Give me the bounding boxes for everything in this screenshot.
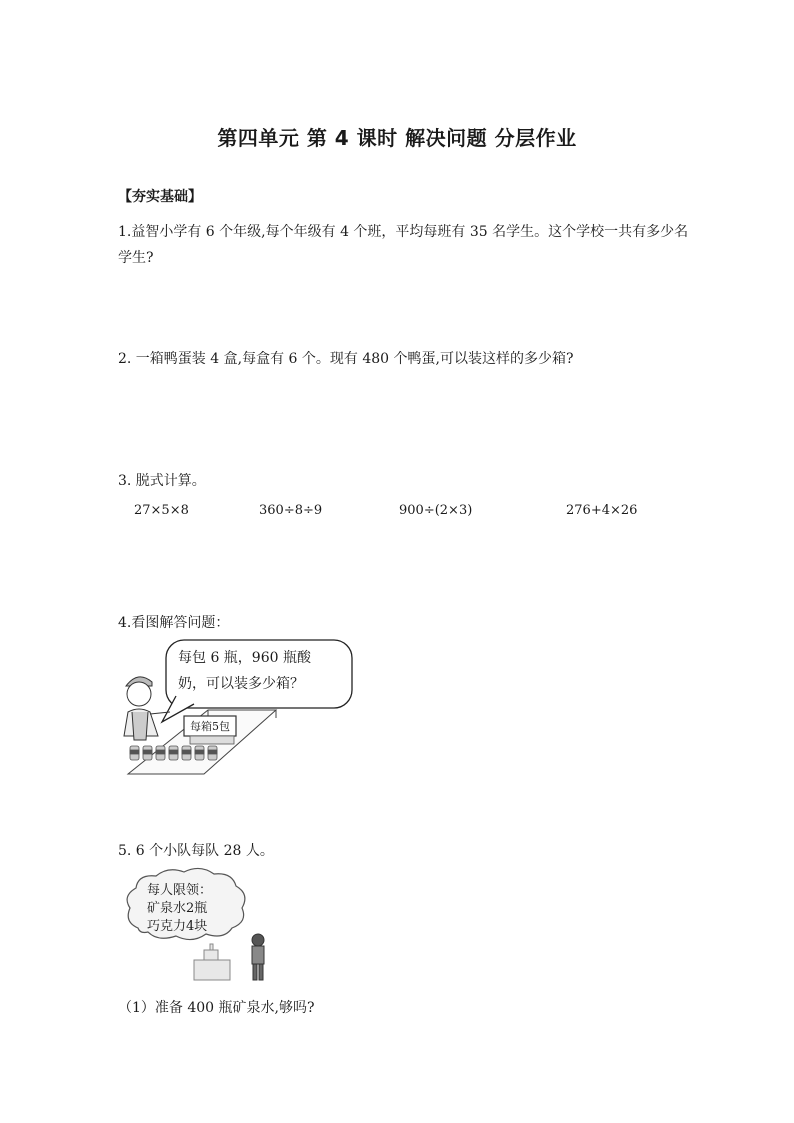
question-3: 3. 脱式计算。 <box>118 473 206 489</box>
question-5: 5. 6 个小队每队 28 人。 <box>118 843 274 859</box>
student-figure <box>252 934 264 980</box>
question-2: 2. 一箱鸭蛋装 4 盒,每盒有 6 个。现有 480 个鸭蛋,可以装这样的多少箱? <box>118 351 574 367</box>
section-heading: 【夯实基础】 <box>118 189 202 205</box>
question-1-line-1: 1.益智小学有 6 个年级,每个年级有 4 个班，平均每班有 35 名学生。这个学校一共有多少名 <box>118 224 689 240</box>
notice-line-3: 巧克力4块 <box>147 919 208 934</box>
page-title: 第四单元 第 4 课时 解决问题 分层作业 <box>217 126 577 150</box>
notice-line-1: 每人限领： <box>147 883 213 898</box>
calc-item-4: 276+4×26 <box>566 503 638 518</box>
speech-bubble-text <box>178 645 318 697</box>
calc-item-2: 360÷8÷9 <box>259 503 323 518</box>
notice-cloud-text <box>147 882 247 936</box>
notice-line-2: 矿泉水2瓶 <box>147 901 208 916</box>
box-base <box>190 736 234 744</box>
question-5-part-1: （1）准备 400 瓶矿泉水,够吗? <box>118 1000 315 1016</box>
question-4: 4.看图解答问题： <box>118 615 230 631</box>
speech-bubble-line-1: 每包 6 瓶，960 瓶酸 <box>178 650 311 666</box>
question-1-line-2: 学生? <box>118 250 154 266</box>
yogurt-bottles <box>130 746 217 760</box>
water-cooler <box>194 944 230 980</box>
calc-item-3: 900÷(2×3) <box>399 503 473 518</box>
shopkeeper-figure <box>124 677 170 740</box>
question-1 <box>118 219 718 271</box>
calc-item-1: 27×5×8 <box>134 503 189 518</box>
box-sign-label: 每箱5包 <box>190 720 230 733</box>
speech-bubble-line-2: 奶，可以装多少箱？ <box>178 676 304 692</box>
